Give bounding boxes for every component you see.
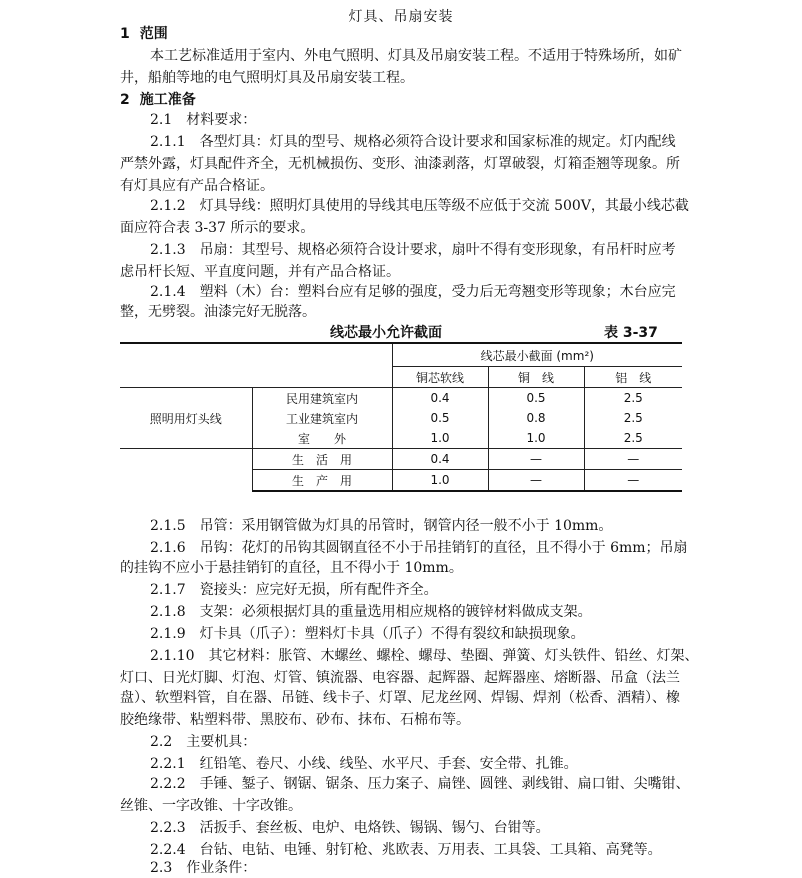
paragraph: 面应符合表 3-37 所示的要求。 [120, 220, 315, 236]
section-2-title: 施工准备 [139, 92, 196, 108]
paragraph: 2.1.8 支架：必须根据灯具的重量选用相应规格的镀锌材料做成支架。 [150, 604, 592, 620]
paragraph: 的挂钩不应小于悬挂销钉的直径，且不得小于 10mm。 [120, 560, 463, 576]
subsection-heading: 2.2 主要机具： [150, 734, 257, 750]
section-2-number: 2 [120, 92, 130, 108]
subsection-heading: 2.1 材料要求： [150, 112, 257, 128]
table-cell: — [488, 449, 584, 470]
table-corner [120, 343, 392, 388]
paragraph: 2.1.3 吊扇：其型号、规格必须符合设计要求，扇叶不得有变形现象，有吊杆时应考 [150, 242, 676, 258]
table-cell: 0.5 [392, 408, 488, 428]
paragraph: 2.1.9 灯卡具（爪子）：塑料灯卡具（爪子）不得有裂纹和缺损现象。 [150, 626, 585, 642]
paragraph: 2.2.4 台钻、电钻、电锤、射钉枪、兆欧表、万用表、工具袋、工具箱、高凳等。 [150, 842, 662, 858]
paragraph: 虑吊杆长短、平直度问题，并有产品合格证。 [120, 264, 400, 280]
table-cell: 0.8 [488, 408, 584, 428]
table-cell: 0.4 [392, 449, 488, 470]
document-title: 灯具、吊扇安装 [348, 9, 454, 25]
table-cell: 2.5 [584, 408, 682, 428]
table-cell: 生 产 用 [252, 470, 392, 492]
table-cell: 室 外 [252, 428, 392, 449]
table-cell: 工业建筑室内 [252, 408, 392, 428]
paragraph: 井，船舶等地的电气照明灯具及吊扇安装工程。 [120, 70, 414, 86]
paragraph: 2.1.10 其它材料：胀管、木螺丝、螺栓、螺母、垫圈、弹簧、灯头铁件、铅丝、灯架、 [150, 648, 699, 664]
paragraph: 2.1.5 吊管：采用钢管做为灯具的吊管时，钢管内径一般不小于 10mm。 [150, 518, 613, 534]
paragraph: 盘）、软塑料管，自在器、吊链、线卡子、灯罩、尼龙丝网、焊锡、焊剂（松香、酒精）、橡 [120, 690, 680, 706]
table-cell: 0.5 [488, 388, 584, 409]
paragraph: 2.2.1 红铅笔、卷尺、小线、线坠、水平尺、手套、安全带、扎锥。 [150, 756, 578, 772]
table-number: 表 3-37 [604, 325, 658, 341]
wire-section-table [120, 342, 682, 492]
table-cell: — [584, 470, 682, 492]
subsection-heading: 2.3 作业条件： [150, 860, 257, 876]
table-col-header: 铜 线 [488, 367, 584, 388]
table-cell: — [488, 470, 584, 492]
table-cell: 1.0 [392, 470, 488, 492]
table-cell: 生 活 用 [252, 449, 392, 470]
section-1-number: 1 [120, 26, 130, 42]
paragraph: 2.1.2 灯具导线：照明灯具使用的导线其电压等级不应低于交流 500V，其最小线芯截 [150, 198, 689, 214]
table-cell: 民用建筑室内 [252, 388, 392, 409]
paragraph: 整，无劈裂。油漆完好无脱落。 [120, 304, 316, 320]
table-row-group-label: 照明用灯头线 [120, 388, 252, 449]
paragraph: 2.1.4 塑料（木）台：塑料台应有足够的强度，受力后无弯翘变形等现象；木台应完 [150, 284, 676, 300]
table-cell: 2.5 [584, 388, 682, 409]
paragraph: 2.1.1 各型灯具：灯具的型号、规格必须符合设计要求和国家标准的规定。灯内配线 [150, 134, 676, 150]
section-1-title: 范围 [139, 26, 168, 42]
table-cell: — [584, 449, 682, 470]
paragraph: 2.1.6 吊钩：花灯的吊钩其圆钢直径不小于吊挂销钉的直径，且不得小于 6mm；吊扇 [150, 540, 688, 556]
table-col-header: 铝 线 [584, 367, 682, 388]
paragraph: 2.1.7 瓷接头：应完好无损，所有配件齐全。 [150, 582, 438, 598]
table-cell: 2.5 [584, 428, 682, 449]
paragraph: 2.2.3 活扳手、套丝板、电炉、电烙铁、锡锅、锡勺、台钳等。 [150, 820, 550, 836]
table-group-header: 线芯最小截面 (mm²) [392, 343, 682, 367]
section-2-heading [120, 90, 196, 110]
table-cell: 1.0 [392, 428, 488, 449]
table-cell: 0.4 [392, 388, 488, 409]
paragraph: 胶绝缘带、粘塑料带、黑胶布、砂布、抹布、石棉布等。 [120, 712, 470, 728]
table-empty-cell [120, 449, 252, 492]
paragraph: 丝锥、一字改锥、十字改锥。 [120, 798, 302, 814]
table-cell: 1.0 [488, 428, 584, 449]
paragraph: 有灯具应有产品合格证。 [120, 178, 274, 194]
table-col-header: 铜芯软线 [392, 367, 488, 388]
paragraph: 本工艺标准适用于室内、外电气照明、灯具及吊扇安装工程。不适用于特殊场所，如矿 [150, 48, 682, 64]
paragraph: 严禁外露，灯具配件齐全，无机械损伤、变形、油漆剥落，灯罩破裂，灯箱歪翘等现象。所 [120, 156, 680, 172]
section-1-heading [120, 24, 168, 44]
table-caption: 线芯最小允许截面 [330, 325, 442, 341]
paragraph: 2.2.2 手锤、錾子、钢锯、锯条、压力案子、扁锉、圆锉、剥线钳、扁口钳、尖嘴钳、 [150, 776, 690, 792]
paragraph: 灯口、日光灯脚、灯泡、灯管、镇流器、电容器、起辉器、起辉器座、熔断器、吊盒（法兰 [120, 670, 680, 686]
